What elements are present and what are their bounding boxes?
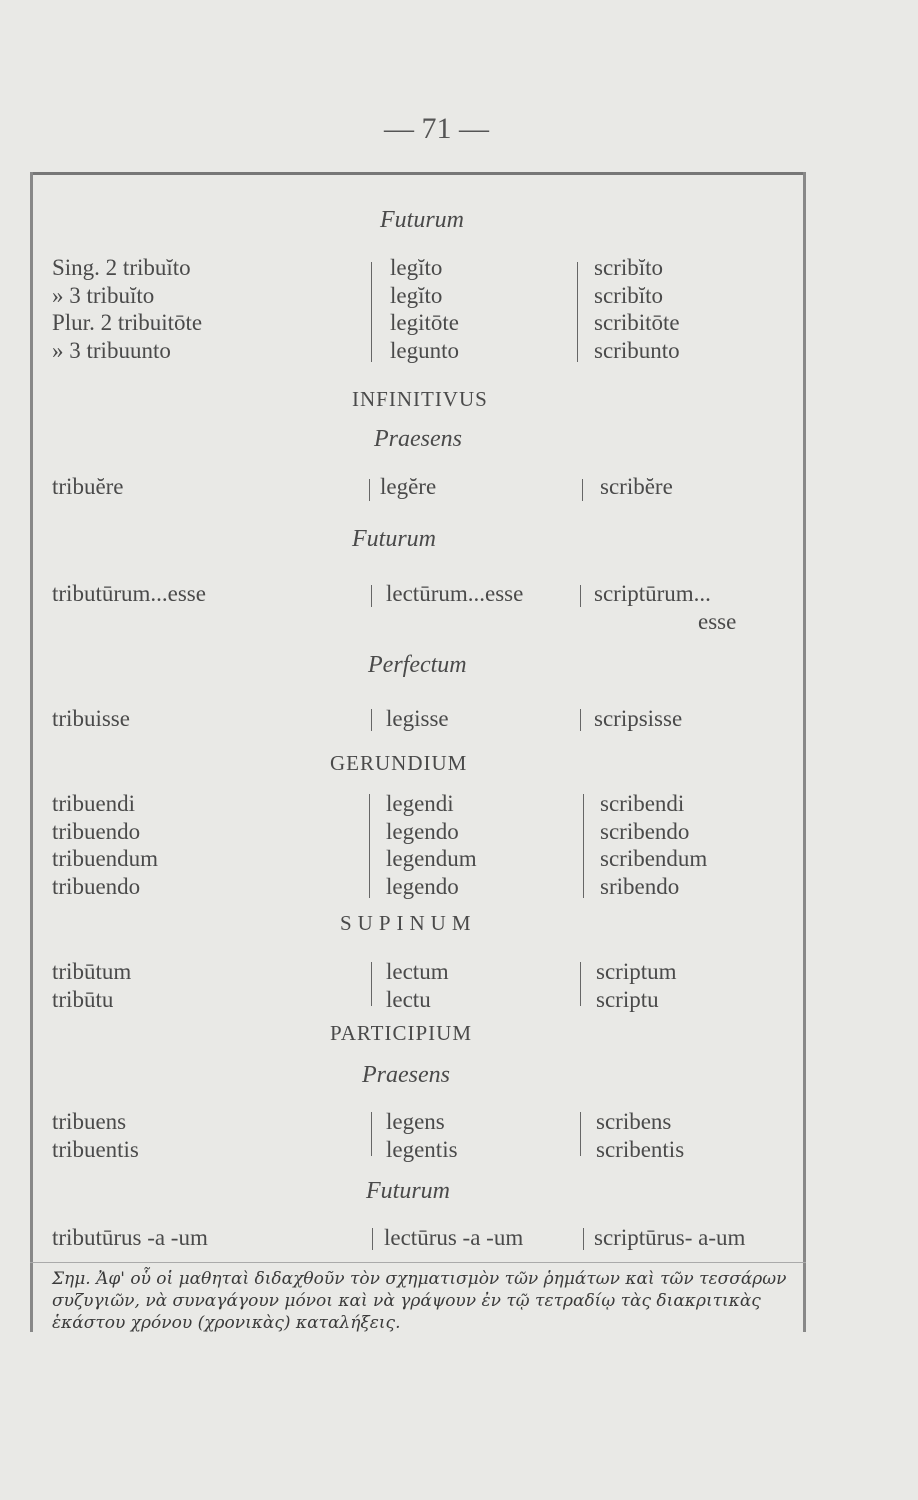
participium-praesens-col2-line: legentis [386,1136,458,1162]
heading-infinitivus-perfectum: Perfectum [368,652,467,678]
supinum-col3 [596,958,677,1013]
column-divider [371,585,372,607]
frame-top-rule [30,172,806,175]
gerundium-col1-line: tribuendi [52,791,136,816]
gerundium-col2-line: legendi [386,791,454,816]
supinum-col2-line: lectum [386,959,449,984]
gerundium-col1-line: tribuendum [52,846,159,871]
column-divider [577,262,578,362]
inf-futurum-col3 [594,580,736,635]
column-divider [580,709,581,731]
participium-futurum-col1: tributūrus -a -um [52,1225,208,1250]
gerundium-col3-line: scribendi [600,791,685,816]
heading-infinitivus-futurum: Futurum [352,526,436,552]
frame-right-rule [803,172,806,1332]
heading-infinitivus-praesens: Praesens [374,426,462,452]
note-separator [30,1262,806,1263]
futurum-imp-col3-line: scribĭto [594,255,663,280]
futurum-imp-col2-line: legunto [390,337,459,363]
inf-futurum-col3-line: esse [698,608,737,634]
gerundium-col2-line: legendo [386,873,459,899]
supinum-col1-line: tribūtu [52,986,114,1012]
heading-participium: PARTICIPIUM [330,1021,472,1045]
futurum-imp-col2 [390,254,459,364]
column-divider [580,962,581,1006]
gerundium-col3-line: sribendo [600,873,680,899]
gerundium-col1 [52,790,158,900]
participium-praesens-col2-line: legens [386,1109,445,1134]
futurum-imp-col2-line: legĭto [390,282,443,308]
footnote-label: Σημ. [52,1269,91,1289]
column-divider [372,1228,373,1250]
inf-futurum-col1: tributūrum...esse [52,581,206,606]
participium-praesens-col1 [52,1108,139,1163]
supinum-col1 [52,958,131,1013]
gerundium-col3 [600,790,707,900]
column-divider [371,1112,372,1156]
column-divider [583,794,584,898]
futurum-imp-col1-line: » 3 tribuĭto [52,282,155,308]
futurum-imp-col1 [52,254,202,364]
inf-futurum-col2: lectūrum...esse [386,581,524,606]
futurum-imp-col2-line: legitōte [390,310,459,335]
participium-futurum-col3: scriptūrus- a-um [594,1225,746,1250]
supinum-col2 [386,958,449,1013]
supinum-col3-line: scriptu [596,986,659,1012]
heading-participium-futurum: Futurum [366,1178,450,1204]
inf-praesens-col1: tribuĕre [52,474,124,499]
column-divider [583,1228,584,1250]
supinum-col1-line: tribūtum [52,959,132,984]
gerundium-col1-line: tribuendo [52,818,141,844]
participium-futurum-col2: lectūrus -a -um [384,1225,524,1250]
inf-praesens-col2: legĕre [380,474,437,499]
participium-praesens-col1-line: tribuens [52,1109,127,1134]
column-divider [369,794,370,898]
heading-futurum-imperative: Futurum [380,207,464,233]
page-number: — 71 — [384,112,489,145]
column-divider [582,479,583,501]
supinum-col2-line: lectu [386,986,431,1012]
column-divider [369,479,370,501]
gerundium-col1-line: tribuendo [52,873,141,899]
participium-praesens-col1-line: tribuentis [52,1136,139,1162]
participium-praesens-col3-line: scribentis [596,1136,685,1162]
column-divider [371,262,372,362]
gerundium-col3-line: scribendo [600,818,690,844]
column-divider [371,709,372,731]
column-divider [371,962,372,1006]
inf-futurum-col3-line: scriptūrum... [594,581,711,606]
column-divider [580,1112,581,1156]
gerundium-col2-line: legendo [386,818,459,844]
participium-praesens-col3-line: scribens [596,1109,672,1134]
inf-perfectum-col2: legisse [386,706,449,731]
futurum-imp-col3-line: scribunto [594,337,680,363]
inf-perfectum-col1: tribuisse [52,706,130,731]
inf-praesens-col3: scribĕre [600,474,673,499]
futurum-imp-col1-line: Sing. 2 tribuĭto [52,255,191,280]
heading-gerundium: GERUNDIUM [330,751,468,775]
heading-supinum: SUPINUM [340,911,477,935]
futurum-imp-col3-line: scribitōte [594,310,680,335]
frame-left-rule [30,172,33,1332]
futurum-imp-col3 [594,254,680,364]
inf-perfectum-col3: scripsisse [594,706,683,731]
futurum-imp-col3-line: scribĭto [594,282,663,308]
gerundium-col2-line: legendum [386,846,477,871]
heading-participium-praesens: Praesens [362,1062,450,1088]
futurum-imp-col1-line: Plur. 2 tribuitōte [52,310,203,335]
futurum-imp-col1-line: » 3 tribuunto [52,337,171,363]
futurum-imp-col2-line: legĭto [390,255,443,280]
gerundium-col2 [386,790,477,900]
supinum-col3-line: scriptum [596,959,677,984]
column-divider [580,585,581,607]
participium-praesens-col2 [386,1108,458,1163]
footnote [52,1268,792,1334]
heading-infinitivus: INFINITIVUS [352,387,488,411]
gerundium-col3-line: scribendum [600,846,708,871]
participium-praesens-col3 [596,1108,684,1163]
footnote-text: Ἀφ' οὗ οἱ μαθηταὶ διδαχθοῦν τὸν σχηματισμὸν τῶν ῥημάτων καὶ τῶν τεσσάρων συζυγιῶν, νὰ συναγάγουν μόνοι καὶ νὰ γράψουν ἐν τῷ τετραδίῳ τὰς διακριτικὰς ἑκάστου χρόνου (χρονικὰς) καταλήξεις. [52,1269,787,1333]
